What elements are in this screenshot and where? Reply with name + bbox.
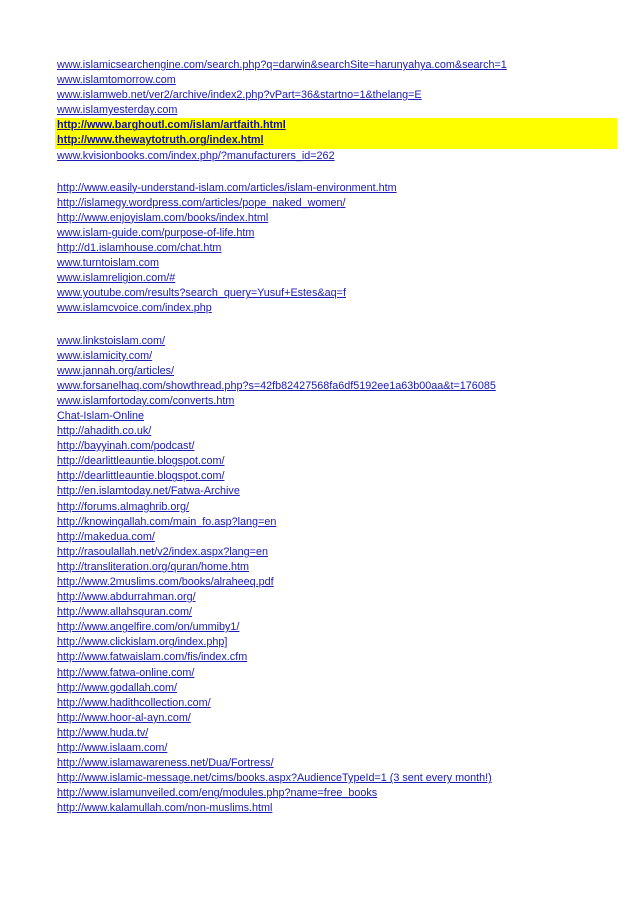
- link[interactable]: http://www.fatwaislam.com/fis/index.cfm: [57, 651, 248, 664]
- link[interactable]: http://www.islamic-message.net/cims/books.aspx?AudienceTypeId=1 (3 sent every month!): [57, 772, 492, 785]
- link[interactable]: www.islam-guide.com/purpose-of-life.htm: [57, 226, 255, 239]
- link[interactable]: http://ahadith.co.uk/: [57, 425, 152, 438]
- link[interactable]: http://www.islaam.com/: [57, 742, 168, 755]
- link[interactable]: http://www.huda.tv/: [57, 726, 149, 739]
- link[interactable]: http://dearlittleauntie.blogspot.com/: [57, 470, 225, 483]
- highlighted-link[interactable]: http://www.thewaytotruth.org/index.html: [55, 133, 617, 148]
- link[interactable]: http://bayyinah.com/podcast/: [57, 440, 195, 453]
- link[interactable]: www.forsanelhaq.com/showthread.php?s=42fb82427568fa6df5192ee1a63b00aa&t=176085: [57, 379, 496, 392]
- link[interactable]: http://www.islamawareness.net/Dua/Fortress/: [57, 757, 274, 770]
- link[interactable]: www.jannah.org/articles/: [57, 364, 175, 377]
- link[interactable]: www.islamcvoice.com/index.php: [57, 302, 212, 315]
- link[interactable]: http://www.allahsquran.com/: [57, 606, 193, 619]
- link[interactable]: www.islamweb.net/ver2/archive/index2.php?vPart=36&startno=1&thelang=E: [57, 89, 422, 102]
- link[interactable]: http://transliteration.org/quran/home.htm: [57, 560, 250, 573]
- link[interactable]: http://www.angelfire.com/on/ummiby1/: [57, 621, 240, 634]
- link[interactable]: http://www.godallah.com/: [57, 681, 178, 694]
- link[interactable]: http://d1.islamhouse.com/chat.htm: [57, 242, 222, 255]
- link[interactable]: http://www.islamunveiled.com/eng/modules.php?name=free_books: [57, 787, 378, 800]
- link[interactable]: http://dearlittleauntie.blogspot.com/: [57, 455, 225, 468]
- link[interactable]: http://rasoulallah.net/v2/index.aspx?lang=en: [57, 545, 268, 558]
- link-list: [57, 58, 617, 817]
- link[interactable]: http://knowingallah.com/main_fo.asp?lang=en: [57, 515, 277, 528]
- group-spacer: [57, 317, 617, 334]
- link[interactable]: http://islamegy.wordpress.com/articles/pope_naked_women/: [57, 196, 346, 209]
- link[interactable]: http://www.easily-understand-islam.com/articles/islam-environment.htm: [57, 181, 397, 194]
- link[interactable]: www.linkstoislam.com/: [57, 334, 165, 347]
- link[interactable]: http://www.kalamullah.com/non-muslims.html: [57, 802, 273, 815]
- link[interactable]: http://www.fatwa-online.com/: [57, 666, 195, 679]
- link[interactable]: Chat-Islam-Online: [57, 409, 145, 422]
- link[interactable]: http://www.abdurrahman.org/: [57, 591, 196, 604]
- link[interactable]: http://www.enjoyislam.com/books/index.html: [57, 211, 269, 224]
- link[interactable]: www.islamfortoday.com/converts.htm: [57, 394, 235, 407]
- link[interactable]: www.islamicsearchengine.com/search.php?q=darwin&searchSite=harunyahya.com&search=1: [57, 59, 507, 71]
- link[interactable]: www.turntoislam.com: [57, 257, 159, 270]
- link[interactable]: http://www.hadithcollection.com/: [57, 696, 211, 709]
- highlighted-link[interactable]: http://www.barghoutl.com/islam/artfaith.html: [55, 118, 617, 133]
- link[interactable]: www.kvisionbooks.com/index.php/?manufacturers_id=262: [57, 149, 335, 162]
- link[interactable]: http://www.hoor-al-ayn.com/: [57, 711, 191, 724]
- link[interactable]: www.islamreligion.com/#: [57, 272, 176, 285]
- link[interactable]: www.islamtomorrow.com: [57, 74, 176, 87]
- link[interactable]: www.youtube.com/results?search_query=Yusuf+Estes&aq=f: [57, 287, 346, 300]
- group-spacer: [57, 164, 617, 181]
- link[interactable]: http://www.clickislam.org/index.php]: [57, 636, 228, 649]
- link[interactable]: www.islamicity.com/: [57, 349, 153, 362]
- link[interactable]: http://www.2muslims.com/books/alraheeq.pdf: [57, 576, 274, 588]
- link[interactable]: http://forums.almaghrib.org/: [57, 500, 190, 513]
- link[interactable]: http://en.islamtoday.net/Fatwa-Archive: [57, 485, 240, 498]
- link[interactable]: http://makedua.com/: [57, 530, 155, 543]
- link[interactable]: www.islamyesterday.com: [57, 104, 178, 117]
